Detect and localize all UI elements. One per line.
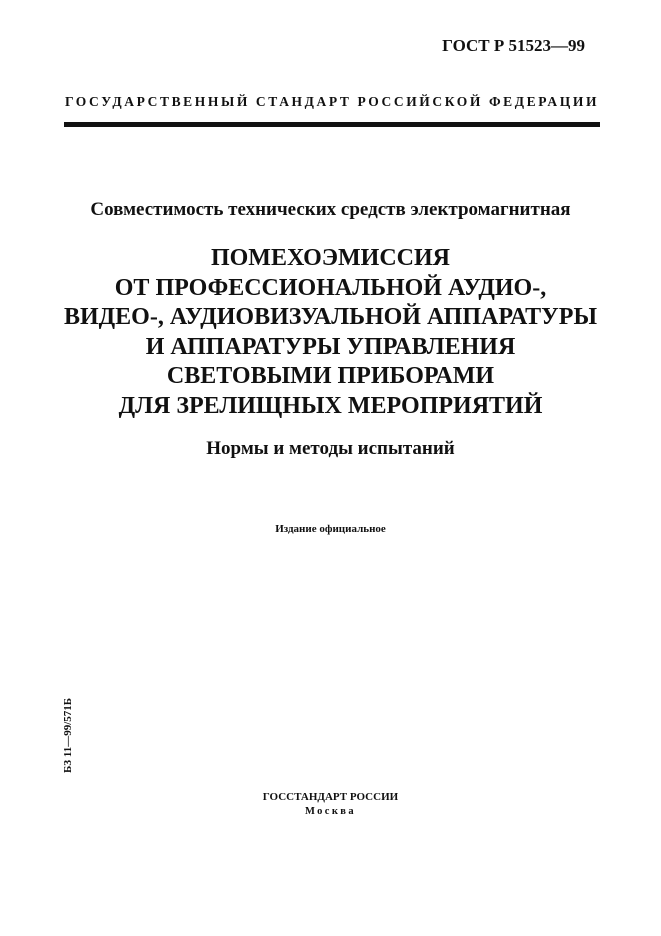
main-title-line: ДЛЯ ЗРЕЛИЩНЫХ МЕРОПРИЯТИЙ <box>118 392 543 419</box>
standard-type-heading: ГОСУДАРСТВЕННЫЙ СТАНДАРТ РОССИЙСКОЙ ФЕДЕРАЦИИ <box>64 94 600 109</box>
side-catalog-code: БЗ 11—99/571Б <box>62 697 74 773</box>
publisher-name: ГОССТАНДАРТ РОССИИ <box>262 791 399 803</box>
main-title-line: ОТ ПРОФЕССИОНАЛЬНОЙ АУДИО-, <box>114 274 547 301</box>
main-title-line: ВИДЕО-, АУДИОВИЗУАЛЬНОЙ АППАРАТУРЫ <box>63 304 598 330</box>
header-divider <box>64 122 600 127</box>
main-title <box>0 244 661 421</box>
main-title-line: СВЕТОВЫМИ ПРИБОРАМИ <box>166 363 495 389</box>
main-title-line: И АППАРАТУРЫ УПРАВЛЕНИЯ <box>145 333 516 360</box>
document-subject: Совместимость технических средств электромагнитная <box>90 199 571 220</box>
document-code: ГОСТ Р 51523—99 <box>442 36 585 55</box>
edition-note: Издание официальное <box>275 523 386 535</box>
publisher-city: Москва <box>304 806 357 817</box>
document-subtitle: Нормы и методы испытаний <box>206 438 455 459</box>
main-title-line: ПОМЕХОЭМИССИЯ <box>210 245 451 271</box>
